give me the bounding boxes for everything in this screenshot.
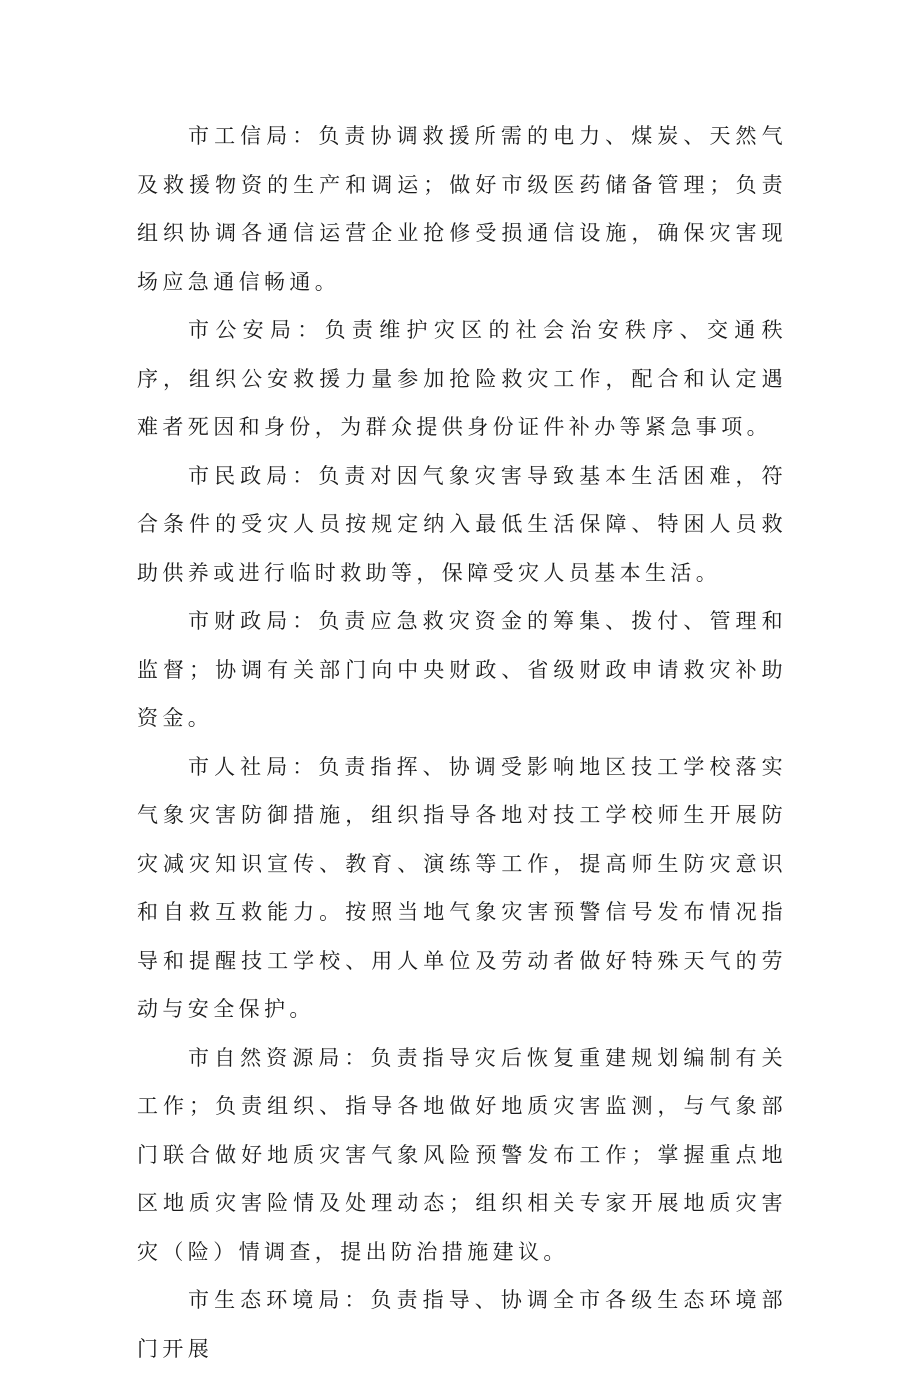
paragraph-natural-resources-bureau: 市自然资源局：负责指导灾后恢复重建规划编制有关工作；负责组织、指导各地做好地质灾害监测，与气象部门联合做好地质灾害气象风险预警发布工作；掌握重点地区地质灾害险情及处理动态；组织相关专家开展地质灾害灾（险）情调查，提出防治措施建议。 xyxy=(137,1045,787,1264)
paragraph-human-resources-bureau: 市人社局：负责指挥、协调受影响地区技工学校落实气象灾害防御措施，组织指导各地对技工学校师生开展防灾减灾知识宣传、教育、演练等工作，提高师生防灾意识和自救互救能力。按照当地气象灾害预警信号发布情况指导和提醒技工学校、用人单位及劳动者做好特殊天气的劳动与安全保护。 xyxy=(137,754,787,1021)
paragraph-civil-affairs-bureau: 市民政局：负责对因气象灾害导致基本生活困难，符合条件的受灾人员按规定纳入最低生活保障、特困人员救助供养或进行临时救助等，保障受灾人员基本生活。 xyxy=(137,463,787,585)
paragraph-public-security-bureau: 市公安局：负责维护灾区的社会治安秩序、交通秩序，组织公安救援力量参加抢险救灾工作，配合和认定遇难者死因和身份，为群众提供身份证件补办等紧急事项。 xyxy=(137,318,787,439)
document-body xyxy=(137,112,787,1373)
paragraph-ecology-environment-bureau: 市生态环境局：负责指导、协调全市各级生态环境部门开展 xyxy=(137,1288,787,1361)
paragraph-finance-bureau: 市财政局：负责应急救灾资金的筹集、拨付、管理和监督；协调有关部门向中央财政、省级财政申请救灾补助资金。 xyxy=(137,609,787,730)
paragraph-industry-bureau: 市工信局：负责协调救援所需的电力、煤炭、天然气及救援物资的生产和调运；做好市级医药储备管理；负责组织协调各通信运营企业抢修受损通信设施，确保灾害现场应急通信畅通。 xyxy=(137,124,787,294)
